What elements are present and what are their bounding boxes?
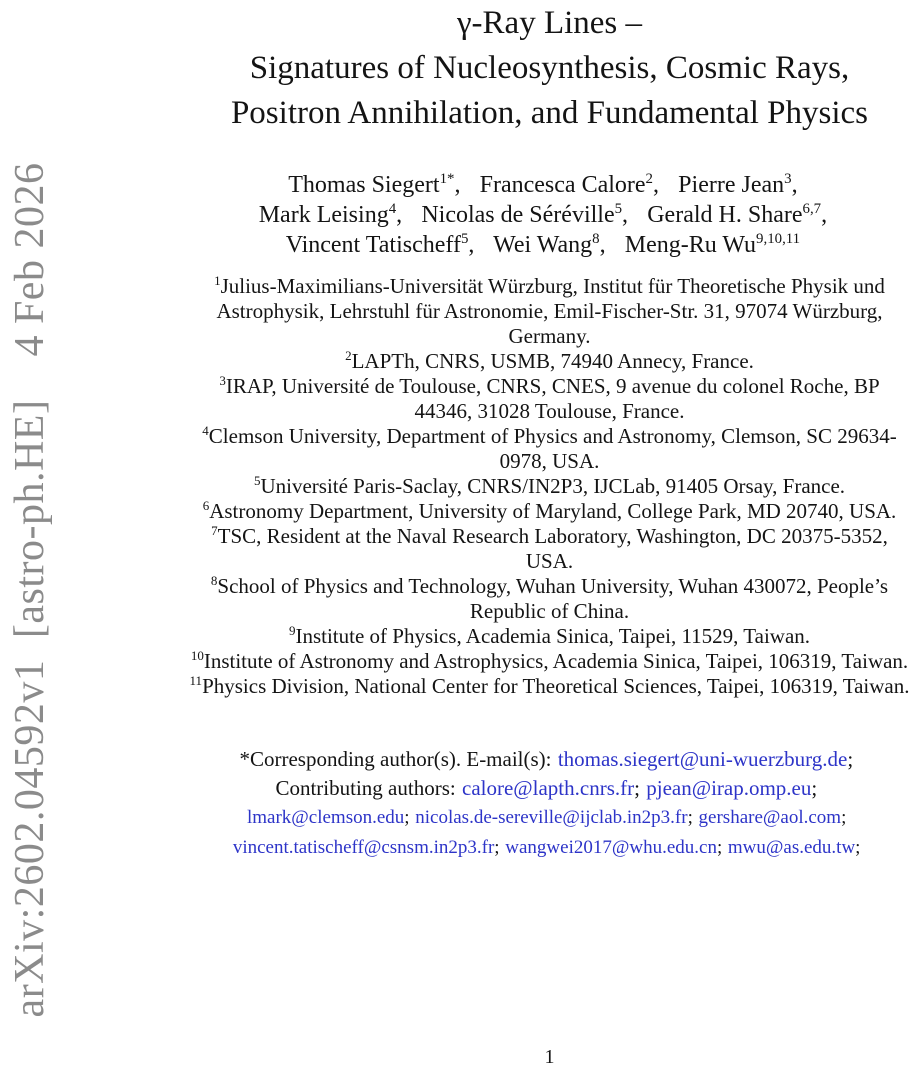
affiliation-item: [190, 349, 910, 374]
contributing-authors-label: Contributing authors:: [275, 776, 456, 800]
author: [647, 202, 840, 228]
paper-front-matter: [184, 0, 915, 863]
email-link[interactable]: lmark@clemson.edu: [246, 807, 405, 828]
affiliation-item: [190, 649, 910, 674]
author-name: Nicolas de Séréville: [421, 202, 615, 228]
affiliation-superscript: 11: [189, 673, 203, 688]
author-superscript: 9,10,11: [756, 231, 801, 247]
affiliation-superscript: 4: [202, 423, 209, 438]
affiliation-superscript: 1: [214, 273, 221, 288]
affiliation-superscript: 8: [210, 573, 218, 588]
author-separator: ,: [821, 202, 828, 228]
author-name: Francesca Calore: [479, 172, 646, 198]
contributing-emails-line: [184, 833, 915, 863]
affiliation-text: Institute of Physics, Academia Sinica, Taipei, 11529, Taiwan.: [295, 624, 811, 648]
author-line: [184, 230, 915, 260]
author: [421, 202, 641, 228]
title-line-3: Positron Annihilation, and Fundamental Physics: [230, 95, 869, 131]
affiliation-item: [190, 274, 910, 349]
affiliation-text: Physics Division, National Center for Theoretical Sciences, Taipei, 106319, Taiwan.: [202, 674, 910, 698]
affiliation-superscript: 7: [211, 523, 218, 538]
affiliation-superscript: 6: [202, 498, 210, 513]
email-separator: ;: [716, 837, 723, 858]
author: [286, 232, 488, 258]
email-link[interactable]: nicolas.de-sereville@ijclab.in2p3.fr: [415, 807, 688, 828]
arxiv-watermark: arXiv:2602.04592v1 [astro-ph.HE] 4 Feb 2026: [7, 162, 53, 1018]
affiliation-item: [190, 574, 910, 624]
affiliation-superscript: 3: [219, 373, 226, 388]
author-name: Pierre Jean: [678, 172, 785, 198]
author-name: Vincent Tatischeff: [285, 232, 461, 258]
author: [480, 172, 673, 198]
affiliation-text: IRAP, Université de Toulouse, CNRS, CNES, 9 avenue du colonel Roche, BP 44346, 31028 Toulouse, France.: [225, 374, 880, 423]
affiliation-text: Clemson University, Department of Physics and Astronomy, Clemson, SC 29634-0978, USA.: [208, 424, 897, 473]
author-superscript: 2: [645, 171, 653, 187]
email-separator: ;: [404, 807, 410, 828]
affiliation-superscript: 2: [345, 348, 352, 363]
affiliation-item: [190, 524, 910, 574]
email-separator: ;: [811, 776, 818, 800]
affiliation-text: Université Paris-Saclay, CNRS/IN2P3, IJCLab, 91405 Orsay, France.: [260, 474, 846, 498]
title-line-1: γ-Ray Lines –: [456, 5, 643, 41]
affiliation-text: Julius-Maximilians-Universität Würzburg, Institut für Theoretische Physik und Astrophysik, Lehrstuhl für Astronomie, Emil-Fischer-Str. 31, 97074 Würzburg, Germany.: [216, 274, 885, 348]
author-superscript: 1*: [439, 171, 455, 187]
affiliation-text: School of Physics and Technology, Wuhan University, Wuhan 430072, People’s Republic of China.: [217, 574, 889, 623]
email-link[interactable]: thomas.siegert@uni-wuerzburg.de: [557, 747, 848, 771]
affiliation-text: Astronomy Department, University of Maryland, College Park, MD 20740, USA.: [209, 499, 897, 523]
affiliation-item: [190, 424, 910, 474]
author-separator: ,: [599, 232, 606, 258]
author-line: [184, 170, 915, 200]
author: [625, 232, 814, 258]
affiliation-item: [190, 474, 910, 499]
author-name: Thomas Siegert: [288, 172, 440, 198]
author-separator: ,: [622, 202, 629, 228]
author-superscript: 4: [388, 201, 397, 217]
paper-title: [184, 0, 915, 136]
author-separator: ,: [652, 172, 659, 198]
affiliation-superscript: 5: [253, 473, 261, 488]
affiliation-item: [190, 374, 910, 424]
affiliation-text: Institute of Astronomy and Astrophysics, Academia Sinica, Taipei, 106319, Taiwan.: [203, 649, 909, 673]
author-separator: ,: [791, 172, 798, 198]
corresponding-author-label: *Corresponding author(s). E-mail(s):: [239, 747, 552, 771]
email-separator: ;: [855, 837, 861, 858]
affiliation-superscript: 10: [190, 648, 204, 663]
author-superscript: 5: [460, 231, 469, 247]
email-separator: ;: [634, 776, 640, 800]
author: [288, 172, 473, 198]
contributing-emails-line: [184, 803, 915, 833]
contact-block: [184, 745, 915, 863]
email-separator: ;: [841, 807, 847, 828]
affiliation-superscript: 9: [288, 623, 296, 638]
author-separator: ,: [454, 172, 461, 198]
affiliation-item: [190, 624, 910, 649]
affiliation-text: LAPTh, CNRS, USMB, 74940 Annecy, France.: [351, 349, 754, 373]
page-number: 1: [544, 1046, 555, 1068]
author: [259, 202, 416, 228]
email-link[interactable]: mwu@as.edu.tw: [727, 837, 856, 858]
author-separator: ,: [468, 232, 475, 258]
author-name: Mark Leising: [258, 202, 389, 228]
corresponding-author-line: [184, 745, 915, 774]
email-link[interactable]: gershare@aol.com: [698, 807, 842, 828]
author-name: Wei Wang: [493, 232, 593, 258]
author-list: [184, 170, 915, 260]
author-superscript: 8: [592, 231, 600, 247]
author-separator: ,: [396, 202, 403, 228]
contributing-authors-line: [184, 774, 915, 803]
author-superscript: 3: [784, 171, 792, 187]
email-link[interactable]: wangwei2017@whu.edu.cn: [505, 837, 717, 858]
author-superscript: 6,7: [802, 201, 822, 217]
email-separator: ;: [687, 807, 693, 828]
affiliation-item: [190, 674, 910, 699]
author-superscript: 5: [614, 201, 623, 217]
email-link[interactable]: calore@lapth.cnrs.fr: [462, 776, 635, 800]
title-line-2: Signatures of Nucleosynthesis, Cosmic Rays,: [249, 50, 850, 86]
email-separator: ;: [494, 837, 500, 858]
email-link[interactable]: pjean@irap.omp.eu: [646, 776, 812, 800]
author: [678, 172, 811, 198]
author-line: [184, 200, 915, 230]
affiliation-list: [190, 274, 910, 699]
email-separator: ;: [847, 747, 854, 771]
author-name: Gerald H. Share: [647, 202, 803, 228]
author-name: Meng-Ru Wu: [624, 232, 757, 258]
author: [493, 232, 619, 258]
email-link[interactable]: vincent.tatischeff@csnsm.in2p3.fr: [232, 837, 495, 858]
affiliation-text: TSC, Resident at the Naval Research Laboratory, Washington, DC 20375-5352, USA.: [217, 524, 888, 573]
affiliation-item: [190, 499, 910, 524]
